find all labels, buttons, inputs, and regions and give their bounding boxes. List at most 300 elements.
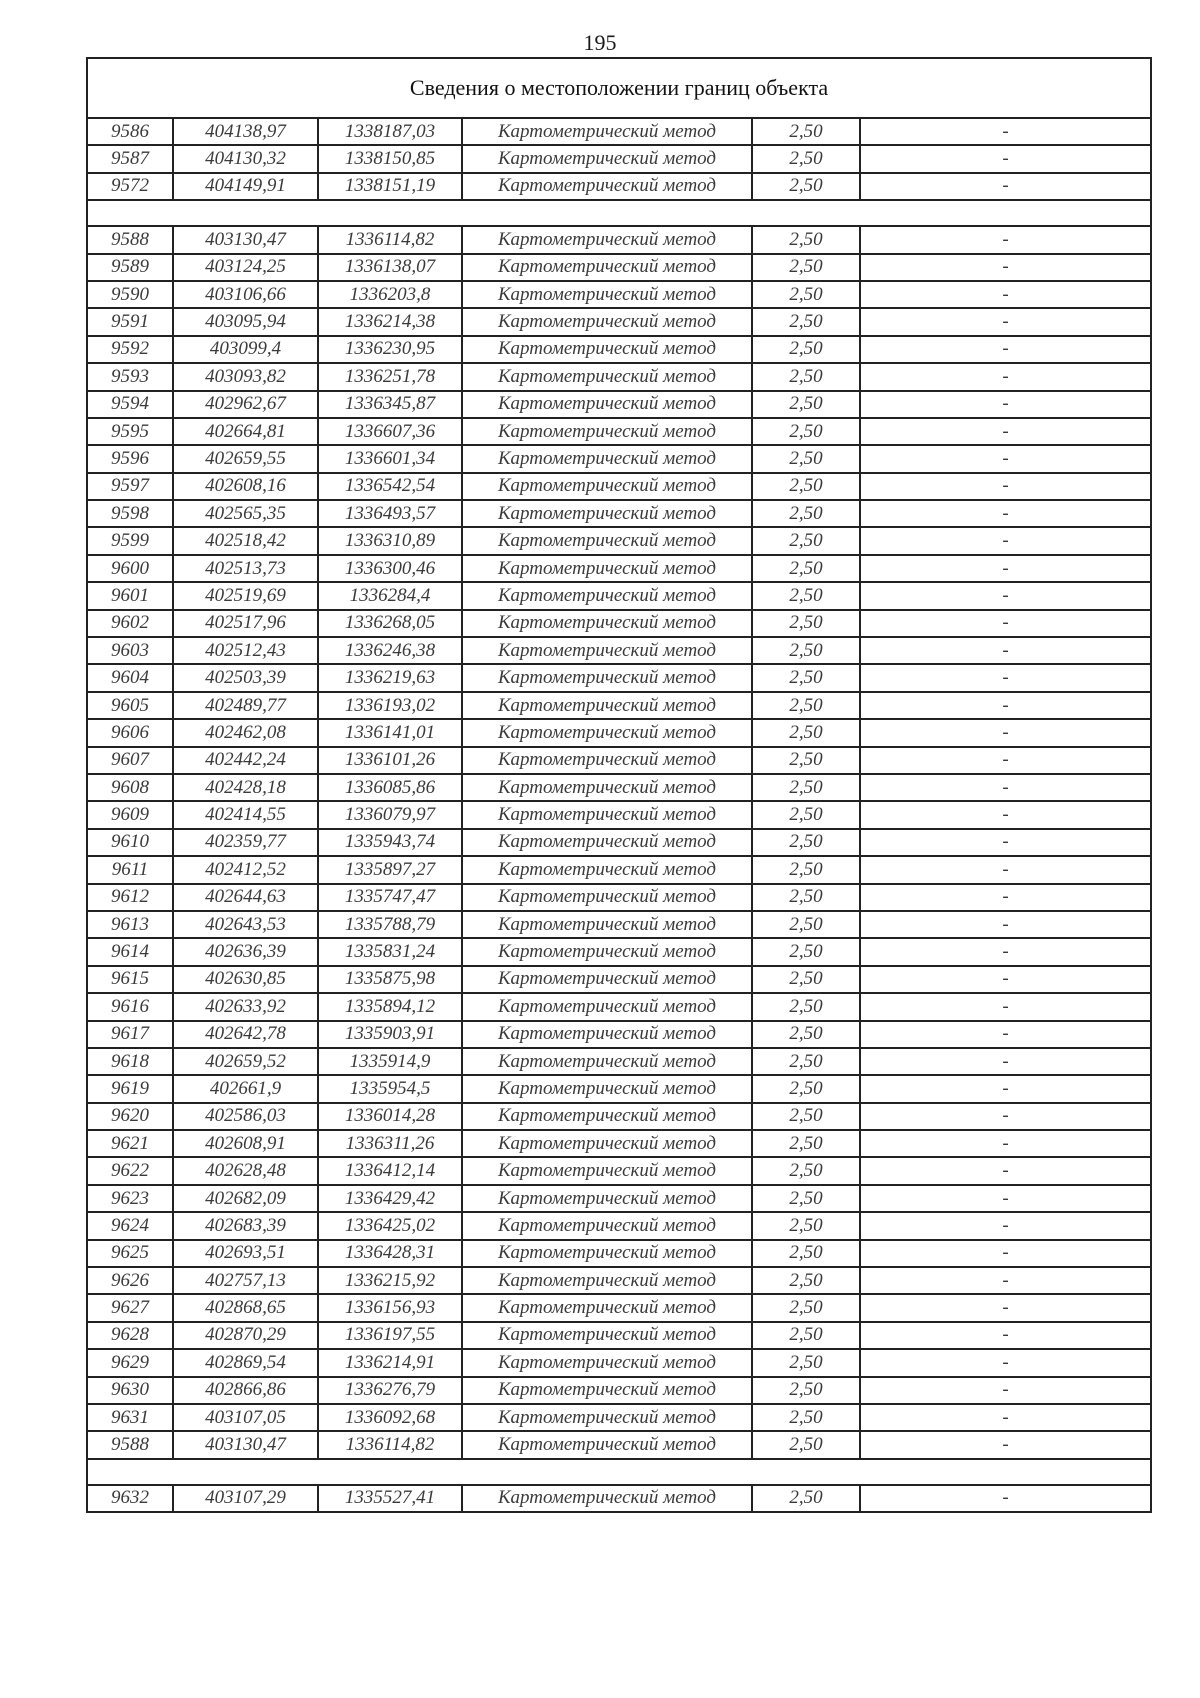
point-number-cell: 9622 <box>87 1157 173 1184</box>
y-coordinate-cell: 1336193,02 <box>318 692 462 719</box>
x-coordinate-cell: 402870,29 <box>173 1322 318 1349</box>
accuracy-cell: 2,50 <box>752 500 860 527</box>
point-number-cell: 9602 <box>87 610 173 637</box>
table-row <box>87 637 1151 664</box>
y-coordinate-cell: 1336230,95 <box>318 336 462 363</box>
table-row <box>87 527 1151 554</box>
point-number-cell: 9612 <box>87 884 173 911</box>
group-separator-cell <box>87 200 1151 226</box>
x-coordinate-cell: 402869,54 <box>173 1349 318 1376</box>
table-row <box>87 226 1151 253</box>
description-cell: - <box>860 1075 1151 1102</box>
y-coordinate-cell: 1338151,19 <box>318 173 462 200</box>
x-coordinate-cell: 403099,4 <box>173 336 318 363</box>
point-number-cell: 9600 <box>87 555 173 582</box>
method-cell: Картометрический метод <box>462 336 752 363</box>
y-coordinate-cell: 1336345,87 <box>318 391 462 418</box>
accuracy-cell: 2,50 <box>752 1322 860 1349</box>
x-coordinate-cell: 402683,39 <box>173 1212 318 1239</box>
accuracy-cell: 2,50 <box>752 1377 860 1404</box>
point-number-cell: 9589 <box>87 254 173 281</box>
point-number-cell: 9627 <box>87 1294 173 1321</box>
table-row <box>87 1185 1151 1212</box>
method-cell: Картометрический метод <box>462 582 752 609</box>
method-cell: Картометрический метод <box>462 637 752 664</box>
description-cell: - <box>860 1267 1151 1294</box>
accuracy-cell: 2,50 <box>752 1185 860 1212</box>
method-cell: Картометрический метод <box>462 1267 752 1294</box>
method-cell: Картометрический метод <box>462 1294 752 1321</box>
group-separator-cell <box>87 1459 1151 1485</box>
method-cell: Картометрический метод <box>462 500 752 527</box>
accuracy-cell: 2,50 <box>752 173 860 200</box>
point-number-cell: 9616 <box>87 993 173 1020</box>
accuracy-cell: 2,50 <box>752 418 860 445</box>
description-cell: - <box>860 281 1151 308</box>
boundary-coordinates-table <box>86 57 1152 1513</box>
method-cell: Картометрический метод <box>462 911 752 938</box>
table-row <box>87 801 1151 828</box>
accuracy-cell: 2,50 <box>752 1349 860 1376</box>
description-cell: - <box>860 1185 1151 1212</box>
y-coordinate-cell: 1336114,82 <box>318 1431 462 1458</box>
accuracy-cell: 2,50 <box>752 692 860 719</box>
table-row <box>87 1021 1151 1048</box>
description-cell: - <box>860 1404 1151 1431</box>
method-cell: Картометрический метод <box>462 418 752 445</box>
method-cell: Картометрический метод <box>462 993 752 1020</box>
y-coordinate-cell: 1336601,34 <box>318 445 462 472</box>
table-row <box>87 993 1151 1020</box>
method-cell: Картометрический метод <box>462 719 752 746</box>
x-coordinate-cell: 402664,81 <box>173 418 318 445</box>
x-coordinate-cell: 402868,65 <box>173 1294 318 1321</box>
y-coordinate-cell: 1336268,05 <box>318 610 462 637</box>
y-coordinate-cell: 1335831,24 <box>318 938 462 965</box>
group-separator-row <box>87 200 1151 226</box>
table-row <box>87 829 1151 856</box>
x-coordinate-cell: 402630,85 <box>173 966 318 993</box>
y-coordinate-cell: 1338150,85 <box>318 145 462 172</box>
y-coordinate-cell: 1336219,63 <box>318 664 462 691</box>
x-coordinate-cell: 402628,48 <box>173 1157 318 1184</box>
y-coordinate-cell: 1335875,98 <box>318 966 462 993</box>
accuracy-cell: 2,50 <box>752 637 860 664</box>
x-coordinate-cell: 402757,13 <box>173 1267 318 1294</box>
point-number-cell: 9588 <box>87 1431 173 1458</box>
description-cell: - <box>860 1349 1151 1376</box>
description-cell: - <box>860 336 1151 363</box>
y-coordinate-cell: 1336251,78 <box>318 363 462 390</box>
y-coordinate-cell: 1336138,07 <box>318 254 462 281</box>
method-cell: Картометрический метод <box>462 473 752 500</box>
accuracy-cell: 2,50 <box>752 336 860 363</box>
x-coordinate-cell: 402962,67 <box>173 391 318 418</box>
description-cell: - <box>860 391 1151 418</box>
y-coordinate-cell: 1335954,5 <box>318 1075 462 1102</box>
y-coordinate-cell: 1336141,01 <box>318 719 462 746</box>
table-row <box>87 610 1151 637</box>
table-header-row <box>87 58 1151 118</box>
point-number-cell: 9617 <box>87 1021 173 1048</box>
method-cell: Картометрический метод <box>462 801 752 828</box>
table-row <box>87 336 1151 363</box>
method-cell: Картометрический метод <box>462 1322 752 1349</box>
method-cell: Картометрический метод <box>462 118 752 145</box>
point-number-cell: 9610 <box>87 829 173 856</box>
method-cell: Картометрический метод <box>462 966 752 993</box>
x-coordinate-cell: 402659,52 <box>173 1048 318 1075</box>
description-cell: - <box>860 747 1151 774</box>
x-coordinate-cell: 402512,43 <box>173 637 318 664</box>
description-cell: - <box>860 1212 1151 1239</box>
point-number-cell: 9611 <box>87 856 173 883</box>
y-coordinate-cell: 1335897,27 <box>318 856 462 883</box>
table-row <box>87 1322 1151 1349</box>
y-coordinate-cell: 1336493,57 <box>318 500 462 527</box>
description-cell: - <box>860 1485 1151 1512</box>
method-cell: Картометрический метод <box>462 254 752 281</box>
y-coordinate-cell: 1336425,02 <box>318 1212 462 1239</box>
table-row <box>87 1130 1151 1157</box>
table-row <box>87 308 1151 335</box>
description-cell: - <box>860 1021 1151 1048</box>
table-row <box>87 473 1151 500</box>
x-coordinate-cell: 402608,91 <box>173 1130 318 1157</box>
method-cell: Картометрический метод <box>462 1485 752 1512</box>
y-coordinate-cell: 1336092,68 <box>318 1404 462 1431</box>
method-cell: Картометрический метод <box>462 747 752 774</box>
point-number-cell: 9632 <box>87 1485 173 1512</box>
x-coordinate-cell: 402693,51 <box>173 1240 318 1267</box>
table-row <box>87 1212 1151 1239</box>
method-cell: Картометрический метод <box>462 1404 752 1431</box>
y-coordinate-cell: 1336101,26 <box>318 747 462 774</box>
point-number-cell: 9614 <box>87 938 173 965</box>
point-number-cell: 9586 <box>87 118 173 145</box>
table-row <box>87 1157 1151 1184</box>
method-cell: Картометрический метод <box>462 173 752 200</box>
y-coordinate-cell: 1336156,93 <box>318 1294 462 1321</box>
y-coordinate-cell: 1335943,74 <box>318 829 462 856</box>
accuracy-cell: 2,50 <box>752 938 860 965</box>
accuracy-cell: 2,50 <box>752 856 860 883</box>
method-cell: Картометрический метод <box>462 281 752 308</box>
description-cell: - <box>860 774 1151 801</box>
x-coordinate-cell: 404138,97 <box>173 118 318 145</box>
x-coordinate-cell: 402513,73 <box>173 555 318 582</box>
accuracy-cell: 2,50 <box>752 1404 860 1431</box>
point-number-cell: 9621 <box>87 1130 173 1157</box>
x-coordinate-cell: 402412,52 <box>173 856 318 883</box>
y-coordinate-cell: 1336214,91 <box>318 1349 462 1376</box>
point-number-cell: 9588 <box>87 226 173 253</box>
description-cell: - <box>860 226 1151 253</box>
accuracy-cell: 2,50 <box>752 391 860 418</box>
x-coordinate-cell: 402682,09 <box>173 1185 318 1212</box>
method-cell: Картометрический метод <box>462 1212 752 1239</box>
method-cell: Картометрический метод <box>462 391 752 418</box>
accuracy-cell: 2,50 <box>752 1431 860 1458</box>
point-number-cell: 9596 <box>87 445 173 472</box>
y-coordinate-cell: 1335527,41 <box>318 1485 462 1512</box>
y-coordinate-cell: 1335914,9 <box>318 1048 462 1075</box>
x-coordinate-cell: 402517,96 <box>173 610 318 637</box>
table-row <box>87 1377 1151 1404</box>
description-cell: - <box>860 1377 1151 1404</box>
point-number-cell: 9587 <box>87 145 173 172</box>
accuracy-cell: 2,50 <box>752 555 860 582</box>
table-row <box>87 281 1151 308</box>
method-cell: Картометрический метод <box>462 555 752 582</box>
y-coordinate-cell: 1336114,82 <box>318 226 462 253</box>
point-number-cell: 9625 <box>87 1240 173 1267</box>
point-number-cell: 9593 <box>87 363 173 390</box>
accuracy-cell: 2,50 <box>752 145 860 172</box>
point-number-cell: 9601 <box>87 582 173 609</box>
description-cell: - <box>860 719 1151 746</box>
x-coordinate-cell: 402462,08 <box>173 719 318 746</box>
method-cell: Картометрический метод <box>462 938 752 965</box>
point-number-cell: 9620 <box>87 1103 173 1130</box>
table-body <box>87 58 1151 1512</box>
x-coordinate-cell: 404149,91 <box>173 173 318 200</box>
description-cell: - <box>860 1322 1151 1349</box>
description-cell: - <box>860 1048 1151 1075</box>
method-cell: Картометрический метод <box>462 308 752 335</box>
accuracy-cell: 2,50 <box>752 226 860 253</box>
description-cell: - <box>860 500 1151 527</box>
y-coordinate-cell: 1336607,36 <box>318 418 462 445</box>
method-cell: Картометрический метод <box>462 527 752 554</box>
x-coordinate-cell: 402608,16 <box>173 473 318 500</box>
x-coordinate-cell: 402414,55 <box>173 801 318 828</box>
accuracy-cell: 2,50 <box>752 254 860 281</box>
x-coordinate-cell: 403095,94 <box>173 308 318 335</box>
accuracy-cell: 2,50 <box>752 308 860 335</box>
x-coordinate-cell: 402642,78 <box>173 1021 318 1048</box>
point-number-cell: 9630 <box>87 1377 173 1404</box>
table-row <box>87 719 1151 746</box>
method-cell: Картометрический метод <box>462 1349 752 1376</box>
point-number-cell: 9599 <box>87 527 173 554</box>
description-cell: - <box>860 692 1151 719</box>
method-cell: Картометрический метод <box>462 1377 752 1404</box>
point-number-cell: 9613 <box>87 911 173 938</box>
point-number-cell: 9609 <box>87 801 173 828</box>
y-coordinate-cell: 1336429,42 <box>318 1185 462 1212</box>
method-cell: Картометрический метод <box>462 829 752 856</box>
table-row <box>87 254 1151 281</box>
point-number-cell: 9594 <box>87 391 173 418</box>
description-cell: - <box>860 582 1151 609</box>
table-row <box>87 418 1151 445</box>
accuracy-cell: 2,50 <box>752 1294 860 1321</box>
point-number-cell: 9595 <box>87 418 173 445</box>
accuracy-cell: 2,50 <box>752 884 860 911</box>
point-number-cell: 9619 <box>87 1075 173 1102</box>
y-coordinate-cell: 1335903,91 <box>318 1021 462 1048</box>
accuracy-cell: 2,50 <box>752 1485 860 1512</box>
point-number-cell: 9572 <box>87 173 173 200</box>
point-number-cell: 9631 <box>87 1404 173 1431</box>
y-coordinate-cell: 1336284,4 <box>318 582 462 609</box>
accuracy-cell: 2,50 <box>752 966 860 993</box>
point-number-cell: 9604 <box>87 664 173 691</box>
accuracy-cell: 2,50 <box>752 1048 860 1075</box>
method-cell: Картометрический метод <box>462 1240 752 1267</box>
y-coordinate-cell: 1336079,97 <box>318 801 462 828</box>
table-row <box>87 938 1151 965</box>
table-row <box>87 145 1151 172</box>
x-coordinate-cell: 403124,25 <box>173 254 318 281</box>
method-cell: Картометрический метод <box>462 1157 752 1184</box>
accuracy-cell: 2,50 <box>752 747 860 774</box>
table-row <box>87 747 1151 774</box>
x-coordinate-cell: 402489,77 <box>173 692 318 719</box>
accuracy-cell: 2,50 <box>752 118 860 145</box>
x-coordinate-cell: 402644,63 <box>173 884 318 911</box>
y-coordinate-cell: 1336203,8 <box>318 281 462 308</box>
table-row <box>87 1431 1151 1458</box>
x-coordinate-cell: 403107,05 <box>173 1404 318 1431</box>
y-coordinate-cell: 1336246,38 <box>318 637 462 664</box>
y-coordinate-cell: 1336300,46 <box>318 555 462 582</box>
x-coordinate-cell: 402442,24 <box>173 747 318 774</box>
description-cell: - <box>860 1294 1151 1321</box>
table-row <box>87 911 1151 938</box>
table-row <box>87 1075 1151 1102</box>
y-coordinate-cell: 1338187,03 <box>318 118 462 145</box>
point-number-cell: 9626 <box>87 1267 173 1294</box>
description-cell: - <box>860 173 1151 200</box>
description-cell: - <box>860 610 1151 637</box>
description-cell: - <box>860 1240 1151 1267</box>
x-coordinate-cell: 404130,32 <box>173 145 318 172</box>
y-coordinate-cell: 1336214,38 <box>318 308 462 335</box>
accuracy-cell: 2,50 <box>752 527 860 554</box>
x-coordinate-cell: 402518,42 <box>173 527 318 554</box>
accuracy-cell: 2,50 <box>752 1075 860 1102</box>
x-coordinate-cell: 402659,55 <box>173 445 318 472</box>
y-coordinate-cell: 1336085,86 <box>318 774 462 801</box>
accuracy-cell: 2,50 <box>752 610 860 637</box>
method-cell: Картометрический метод <box>462 1431 752 1458</box>
y-coordinate-cell: 1335747,47 <box>318 884 462 911</box>
accuracy-cell: 2,50 <box>752 445 860 472</box>
description-cell: - <box>860 801 1151 828</box>
point-number-cell: 9605 <box>87 692 173 719</box>
x-coordinate-cell: 403106,66 <box>173 281 318 308</box>
x-coordinate-cell: 403130,47 <box>173 226 318 253</box>
description-cell: - <box>860 363 1151 390</box>
table-row <box>87 582 1151 609</box>
accuracy-cell: 2,50 <box>752 1103 860 1130</box>
point-number-cell: 9618 <box>87 1048 173 1075</box>
point-number-cell: 9608 <box>87 774 173 801</box>
table-row <box>87 500 1151 527</box>
method-cell: Картометрический метод <box>462 1021 752 1048</box>
description-cell: - <box>860 118 1151 145</box>
y-coordinate-cell: 1335894,12 <box>318 993 462 1020</box>
point-number-cell: 9590 <box>87 281 173 308</box>
x-coordinate-cell: 402359,77 <box>173 829 318 856</box>
table-row <box>87 1240 1151 1267</box>
method-cell: Картометрический метод <box>462 856 752 883</box>
x-coordinate-cell: 402503,39 <box>173 664 318 691</box>
accuracy-cell: 2,50 <box>752 829 860 856</box>
description-cell: - <box>860 145 1151 172</box>
method-cell: Картометрический метод <box>462 664 752 691</box>
x-coordinate-cell: 403107,29 <box>173 1485 318 1512</box>
point-number-cell: 9606 <box>87 719 173 746</box>
y-coordinate-cell: 1336412,14 <box>318 1157 462 1184</box>
method-cell: Картометрический метод <box>462 884 752 911</box>
description-cell: - <box>860 966 1151 993</box>
x-coordinate-cell: 403130,47 <box>173 1431 318 1458</box>
y-coordinate-cell: 1336197,55 <box>318 1322 462 1349</box>
method-cell: Картометрический метод <box>462 1048 752 1075</box>
accuracy-cell: 2,50 <box>752 801 860 828</box>
accuracy-cell: 2,50 <box>752 1157 860 1184</box>
method-cell: Картометрический метод <box>462 692 752 719</box>
method-cell: Картометрический метод <box>462 610 752 637</box>
method-cell: Картометрический метод <box>462 1185 752 1212</box>
description-cell: - <box>860 1157 1151 1184</box>
table-row <box>87 1485 1151 1512</box>
description-cell: - <box>860 884 1151 911</box>
y-coordinate-cell: 1336428,31 <box>318 1240 462 1267</box>
accuracy-cell: 2,50 <box>752 582 860 609</box>
table-row <box>87 692 1151 719</box>
table-row <box>87 664 1151 691</box>
page-number: 195 <box>583 30 617 55</box>
point-number-cell: 9624 <box>87 1212 173 1239</box>
table-row <box>87 1103 1151 1130</box>
description-cell: - <box>860 555 1151 582</box>
accuracy-cell: 2,50 <box>752 1021 860 1048</box>
table-row <box>87 391 1151 418</box>
description-cell: - <box>860 1431 1151 1458</box>
description-cell: - <box>860 1130 1151 1157</box>
table-row <box>87 445 1151 472</box>
x-coordinate-cell: 402643,53 <box>173 911 318 938</box>
x-coordinate-cell: 403093,82 <box>173 363 318 390</box>
method-cell: Картометрический метод <box>462 445 752 472</box>
group-separator-row <box>87 1459 1151 1485</box>
description-cell: - <box>860 527 1151 554</box>
table-row <box>87 555 1151 582</box>
accuracy-cell: 2,50 <box>752 911 860 938</box>
accuracy-cell: 2,50 <box>752 719 860 746</box>
accuracy-cell: 2,50 <box>752 281 860 308</box>
accuracy-cell: 2,50 <box>752 1267 860 1294</box>
table-row <box>87 118 1151 145</box>
method-cell: Картометрический метод <box>462 1130 752 1157</box>
accuracy-cell: 2,50 <box>752 473 860 500</box>
table-row <box>87 774 1151 801</box>
table-row <box>87 173 1151 200</box>
table-row <box>87 966 1151 993</box>
table-title: Сведения о местоположении границ объекта <box>87 58 1151 118</box>
accuracy-cell: 2,50 <box>752 993 860 1020</box>
method-cell: Картометрический метод <box>462 1103 752 1130</box>
x-coordinate-cell: 402661,9 <box>173 1075 318 1102</box>
description-cell: - <box>860 445 1151 472</box>
point-number-cell: 9591 <box>87 308 173 335</box>
method-cell: Картометрический метод <box>462 226 752 253</box>
description-cell: - <box>860 308 1151 335</box>
